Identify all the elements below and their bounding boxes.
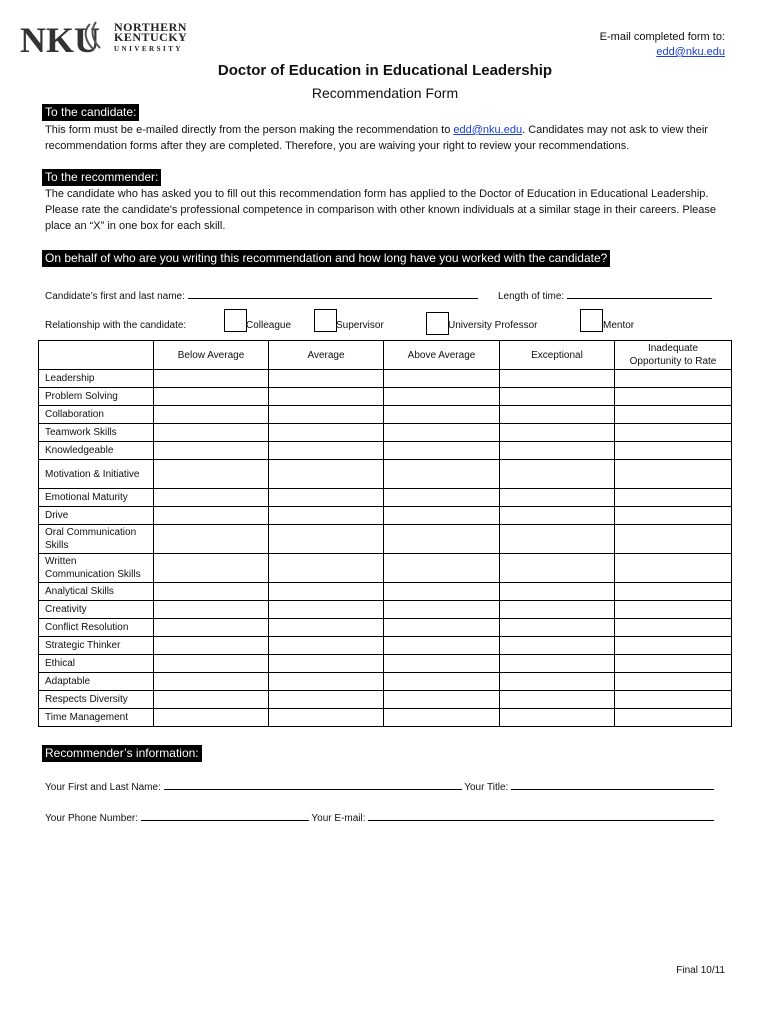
- rating-cell[interactable]: [384, 424, 500, 442]
- rating-cell[interactable]: [269, 406, 384, 424]
- logo-line1: NORTHERN: [114, 20, 187, 34]
- rating-cell[interactable]: [154, 601, 269, 619]
- table-row: [39, 424, 732, 442]
- rating-cell[interactable]: [384, 601, 500, 619]
- rating-cell[interactable]: [384, 619, 500, 637]
- recommender-contact-row: [45, 810, 714, 824]
- rating-cell[interactable]: [615, 370, 732, 388]
- rating-cell[interactable]: [500, 619, 615, 637]
- rating-cell[interactable]: [500, 406, 615, 424]
- rating-cell[interactable]: [615, 442, 732, 460]
- email-label: E-mail completed form to:: [599, 31, 725, 43]
- skill-label: Respects Diversity: [39, 691, 154, 709]
- supervisor-label: Supervisor: [336, 320, 384, 331]
- candidate-name-field[interactable]: [188, 288, 478, 299]
- length-of-time-label: Length of time:: [498, 291, 565, 302]
- rating-cell[interactable]: [615, 691, 732, 709]
- rating-cell[interactable]: [269, 619, 384, 637]
- rating-cell[interactable]: [384, 655, 500, 673]
- recommender-info-heading: Recommender’s information:: [42, 745, 202, 762]
- rating-cell[interactable]: [500, 370, 615, 388]
- skills-rating-table: [38, 340, 732, 727]
- candidate-paragraph: [45, 122, 735, 154]
- table-row: [39, 673, 732, 691]
- candidate-text-after: . Candidates may not ask to view their recommendation forms after they are completed. Therefore, you are waiving your right to review your recommendations.: [45, 124, 708, 152]
- rating-cell[interactable]: [269, 370, 384, 388]
- rating-cell[interactable]: [269, 709, 384, 727]
- rating-cell[interactable]: [500, 460, 615, 489]
- rating-cell[interactable]: [384, 637, 500, 655]
- header-below-average: Below Average: [154, 341, 269, 370]
- rating-cell[interactable]: [500, 489, 615, 507]
- rating-cell[interactable]: [384, 460, 500, 489]
- header-above-average: Above Average: [384, 341, 500, 370]
- colleague-checkbox[interactable]: [224, 309, 247, 332]
- rating-cell[interactable]: [500, 673, 615, 691]
- rating-cell[interactable]: [154, 370, 269, 388]
- rating-cell[interactable]: [384, 673, 500, 691]
- recommender-heading: To the recommender:: [42, 169, 161, 186]
- rating-cell[interactable]: [154, 655, 269, 673]
- rating-cell[interactable]: [154, 637, 269, 655]
- rating-cell[interactable]: [384, 583, 500, 601]
- table-row: [39, 460, 732, 489]
- rating-cell[interactable]: [269, 388, 384, 406]
- rating-cell[interactable]: [154, 554, 269, 583]
- rating-cell[interactable]: [154, 507, 269, 525]
- recommender-email-field[interactable]: [368, 810, 714, 821]
- rating-cell[interactable]: [154, 388, 269, 406]
- rating-cell[interactable]: [269, 489, 384, 507]
- rating-cell[interactable]: [154, 619, 269, 637]
- rating-cell[interactable]: [269, 583, 384, 601]
- skill-label: Time Management: [39, 709, 154, 727]
- table-row: [39, 406, 732, 424]
- page-subtitle: Recommendation Form: [311, 85, 459, 101]
- skill-label: Collaboration: [39, 406, 154, 424]
- nku-logo: [20, 20, 108, 58]
- recommender-name-row: [45, 779, 714, 793]
- table-row: [39, 554, 732, 583]
- skill-label: Ethical: [39, 655, 154, 673]
- skill-label: Teamwork Skills: [39, 424, 154, 442]
- rating-cell[interactable]: [500, 637, 615, 655]
- table-row: [39, 370, 732, 388]
- rating-cell[interactable]: [269, 460, 384, 489]
- header-inadequate-opportunity: Inadequate Opportunity to Rate: [615, 341, 732, 370]
- recommender-title-field[interactable]: [511, 779, 714, 790]
- skill-label: Knowledgeable: [39, 442, 154, 460]
- table-row: [39, 637, 732, 655]
- rating-cell[interactable]: [154, 525, 269, 554]
- rating-cell[interactable]: [500, 691, 615, 709]
- recommender-name-field[interactable]: [164, 779, 462, 790]
- rating-cell[interactable]: [615, 619, 732, 637]
- rating-cell[interactable]: [500, 424, 615, 442]
- rating-cell[interactable]: [384, 489, 500, 507]
- rating-cell[interactable]: [154, 406, 269, 424]
- rating-cell[interactable]: [384, 388, 500, 406]
- rating-cell[interactable]: [615, 489, 732, 507]
- rating-cell[interactable]: [615, 583, 732, 601]
- logo-wordmark: [114, 22, 187, 54]
- rating-cell[interactable]: [500, 388, 615, 406]
- rating-cell[interactable]: [269, 655, 384, 673]
- skill-label: Oral Communication Skills: [39, 525, 154, 554]
- relationship-label: Relationship with the candidate:: [45, 320, 187, 331]
- recommender-phone-label: Your Phone Number:: [45, 813, 139, 824]
- skill-label: Strategic Thinker: [39, 637, 154, 655]
- email-header: [600, 30, 725, 60]
- page-title: Doctor of Education in Educational Leadership: [217, 62, 553, 79]
- table-row: [39, 583, 732, 601]
- table-header-row: [39, 341, 732, 370]
- rating-cell[interactable]: [500, 554, 615, 583]
- rating-cell[interactable]: [500, 442, 615, 460]
- skill-label: Adaptable: [39, 673, 154, 691]
- rating-cell[interactable]: [154, 460, 269, 489]
- rating-cell[interactable]: [269, 554, 384, 583]
- rating-cell[interactable]: [269, 673, 384, 691]
- logo-line2: KENTUCKY: [114, 30, 188, 44]
- rating-cell[interactable]: [384, 525, 500, 554]
- rating-cell[interactable]: [269, 507, 384, 525]
- table-row: [39, 601, 732, 619]
- rating-cell[interactable]: [615, 525, 732, 554]
- length-of-time-field[interactable]: [567, 288, 712, 299]
- candidate-name-label: Candidate’s first and last name:: [45, 291, 185, 302]
- recommender-email-label: Your E-mail:: [311, 813, 366, 824]
- rating-cell[interactable]: [615, 601, 732, 619]
- skill-label: Drive: [39, 507, 154, 525]
- candidate-text-before: This form must be e-mailed directly from the person making the recommendation to: [45, 124, 454, 136]
- skill-label: Conflict Resolution: [39, 619, 154, 637]
- skill-label: Problem Solving: [39, 388, 154, 406]
- logo-line3: UNIVERSITY: [114, 45, 183, 53]
- header-exceptional: Exceptional: [500, 341, 615, 370]
- footer-version: Final 10/11: [676, 965, 725, 976]
- rating-cell[interactable]: [154, 489, 269, 507]
- university-professor-checkbox[interactable]: [426, 312, 449, 335]
- rating-cell[interactable]: [154, 424, 269, 442]
- table-row: [39, 489, 732, 507]
- rating-cell[interactable]: [615, 673, 732, 691]
- length-of-time-row: [498, 288, 712, 302]
- header-average: Average: [269, 341, 384, 370]
- table-row: [39, 619, 732, 637]
- skill-label: Leadership: [39, 370, 154, 388]
- rating-cell[interactable]: [615, 406, 732, 424]
- skill-label: Written Communication Skills: [39, 554, 154, 583]
- recommender-paragraph: The candidate who has asked you to fill out this recommendation form has applied to the Doctor of Education in Educational Leadership. Please rate the candidate's professional competence in comparison with other known individuals at a similar stage in their careers. Please place an “X” in one box for each skill.: [45, 188, 717, 232]
- rating-cell[interactable]: [615, 460, 732, 489]
- rating-cell[interactable]: [269, 442, 384, 460]
- rating-cell[interactable]: [500, 583, 615, 601]
- behalf-heading: On behalf of who are you writing this recommendation and how long have you worked with the candidate?: [42, 250, 610, 267]
- rating-cell[interactable]: [615, 388, 732, 406]
- recommender-phone-field[interactable]: [141, 810, 309, 821]
- rating-cell[interactable]: [384, 691, 500, 709]
- rating-cell[interactable]: [154, 442, 269, 460]
- rating-cell[interactable]: [269, 525, 384, 554]
- skill-label: Analytical Skills: [39, 583, 154, 601]
- supervisor-checkbox[interactable]: [314, 309, 337, 332]
- table-row: [39, 388, 732, 406]
- candidate-name-row: [45, 288, 478, 302]
- rating-cell[interactable]: [269, 601, 384, 619]
- rating-cell[interactable]: [615, 424, 732, 442]
- recommender-name-label: Your First and Last Name:: [45, 782, 161, 793]
- candidate-email-link[interactable]: edd@nku.edu: [453, 124, 523, 136]
- mentor-label: Mentor: [603, 320, 635, 331]
- table-row: [39, 442, 732, 460]
- rating-cell[interactable]: [384, 370, 500, 388]
- skill-label: Emotional Maturity: [39, 489, 154, 507]
- rating-cell[interactable]: [269, 424, 384, 442]
- rating-cell[interactable]: [384, 442, 500, 460]
- rating-cell[interactable]: [500, 655, 615, 673]
- rating-cell[interactable]: [615, 554, 732, 583]
- recommender-title-label: Your Title:: [464, 782, 509, 793]
- rating-cell[interactable]: [615, 637, 732, 655]
- colleague-label: Colleague: [246, 320, 292, 331]
- rating-cell[interactable]: [269, 691, 384, 709]
- rating-cell[interactable]: [384, 554, 500, 583]
- table-row: [39, 691, 732, 709]
- university-professor-label: University Professor: [448, 320, 538, 331]
- skill-label: Creativity: [39, 601, 154, 619]
- rating-cell[interactable]: [384, 507, 500, 525]
- mentor-checkbox[interactable]: [580, 309, 603, 332]
- logo-initials: NKU: [20, 20, 100, 58]
- email-link[interactable]: edd@nku.edu: [656, 46, 725, 58]
- rating-cell[interactable]: [154, 691, 269, 709]
- header-skill: [39, 341, 154, 370]
- rating-cell[interactable]: [269, 637, 384, 655]
- rating-cell[interactable]: [384, 406, 500, 424]
- rating-cell[interactable]: [500, 709, 615, 727]
- table-row: [39, 655, 732, 673]
- rating-cell[interactable]: [500, 601, 615, 619]
- rating-cell[interactable]: [154, 709, 269, 727]
- rating-cell[interactable]: [154, 583, 269, 601]
- rating-cell[interactable]: [615, 709, 732, 727]
- rating-cell[interactable]: [384, 709, 500, 727]
- table-row: [39, 507, 732, 525]
- table-row: [39, 525, 732, 554]
- candidate-heading: To the candidate:: [42, 104, 139, 121]
- skill-label: Motivation & Initiative: [39, 460, 154, 489]
- rating-cell[interactable]: [500, 525, 615, 554]
- rating-cell[interactable]: [615, 507, 732, 525]
- rating-cell[interactable]: [154, 673, 269, 691]
- rating-cell[interactable]: [500, 507, 615, 525]
- table-row: [39, 709, 732, 727]
- rating-cell[interactable]: [615, 655, 732, 673]
